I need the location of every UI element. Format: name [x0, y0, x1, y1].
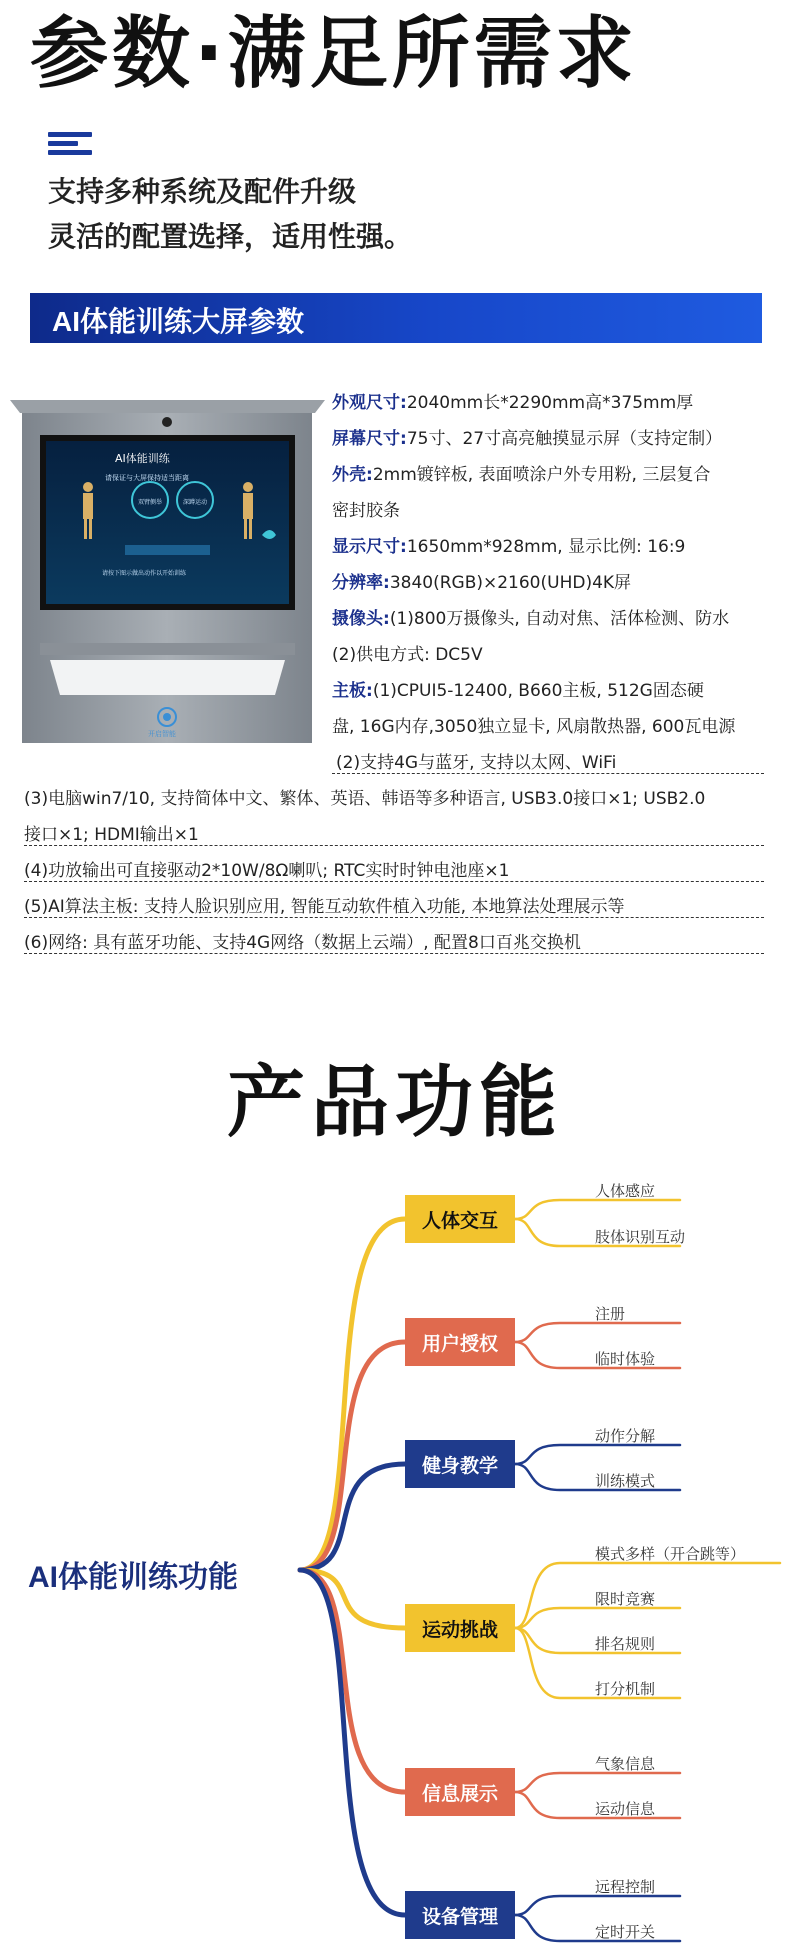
mind-map-category: 运动挑战: [405, 1604, 515, 1652]
features-title: 产品功能: [226, 1058, 563, 1148]
spec-size-label: 外观尺寸:: [332, 393, 407, 413]
mind-map-leaf: 远程控制: [595, 1878, 656, 1896]
mind-map-leaf: 动作分解: [595, 1427, 656, 1445]
screen-circle-label-2: 深蹲运动: [183, 499, 208, 506]
mind-map-category: 健身教学: [405, 1440, 515, 1488]
screen-circle-label-1: 双臂侧举: [138, 499, 163, 506]
spec-shell-cont: 密封胶条: [332, 501, 400, 521]
spec-shell-label: 外壳:: [332, 465, 373, 485]
hero-subtitle-line1: 支持多种系统及配件升级: [48, 175, 357, 208]
mind-map-leaf: 限时竞赛: [595, 1590, 656, 1608]
spec-screen-label: 屏幕尺寸:: [332, 429, 407, 449]
mind-map-leaf: 注册: [595, 1305, 626, 1323]
mind-map-category: 用户授权: [405, 1318, 515, 1366]
kiosk-logo-text: 开启智能: [148, 730, 176, 738]
mind-map-leaf: 定时开关: [595, 1923, 656, 1941]
spec-board-cont: 盘, 16G内存,3050独立显卡, 风扇散热器, 600瓦电源: [332, 717, 736, 737]
mind-map-leaf: 运动信息: [595, 1800, 656, 1818]
spec-display-value: 1650mm*928mm, 显示比例: 16:9: [406, 537, 686, 557]
spec-row-3b: 接口×1; HDMI输出×1: [24, 825, 764, 846]
spec-banner-title: AI体能训练大屏参数: [52, 306, 305, 337]
spec-row-5: (5)AI算法主板: 支持人脸识别应用, 智能互动软件植入功能, 本地算法处理展示等: [24, 897, 764, 918]
mind-map-leaf: 肢体识别互动: [595, 1228, 686, 1246]
screen-footer-text: 请按下图示做出动作以开始训练: [102, 570, 187, 577]
mind-map-center: AI体能训练功能: [28, 1561, 238, 1594]
mind-map-leaf: 排名规则: [595, 1635, 656, 1653]
mind-map-category: 信息展示: [405, 1768, 515, 1816]
mind-map-leaf: 气象信息: [595, 1755, 656, 1773]
hero-title: 参数·满足所需求: [30, 9, 638, 99]
spec-row-6: (6)网络: 具有蓝牙功能、支持4G网络（数据上云端）, 配置8口百兆交换机: [24, 933, 764, 954]
screen-body-text: 请保证与大屏保持适当距离: [105, 474, 189, 482]
mind-map-leaf: 模式多样（开合跳等）: [595, 1545, 746, 1563]
mind-map-leaf: 打分机制: [595, 1680, 656, 1698]
screen-title: AI体能训练: [115, 452, 170, 465]
spec-board-label: 主板:: [332, 681, 373, 701]
spec-row-3a: (3)电脑win7/10, 支持简体中文、繁体、英语、韩语等多种语言, USB3.0接口×1; USB2.0: [24, 789, 706, 809]
spec-shell-value: 2mm镀锌板, 表面喷涂户外专用粉, 三层复合: [372, 465, 711, 485]
spec-size-value: 2040mm长*2290mm高*375mm厚: [406, 393, 694, 413]
spec-res-value: 3840(RGB)×2160(UHD)4K屏: [389, 573, 632, 593]
spec-cam-label: 摄像头:: [332, 609, 390, 629]
spec-row-4: (4)功放输出可直接驱动2*10W/8Ω喇叭; RTC实时时钟电池座×1: [24, 861, 764, 882]
mind-map-leaf: 训练模式: [595, 1472, 656, 1490]
spec-res-label: 分辨率:: [332, 573, 390, 593]
mind-map-leaf: 临时体验: [595, 1350, 656, 1368]
mind-map-category: 设备管理: [405, 1891, 515, 1939]
spec-cam-value: (1)800万摄像头, 自动对焦、活体检测、防水: [389, 609, 730, 629]
spec-board-value: (1)CPUI5-12400, B660主板, 512G固态硬: [372, 681, 704, 701]
spec-display-label: 显示尺寸:: [332, 537, 407, 557]
spec-board-cont2: (2)支持4G与蓝牙, 支持以太网、WiFi: [332, 753, 764, 774]
spec-screen-value: 75寸、27寸高亮触摸显示屏（支持定制）: [406, 429, 723, 449]
mind-map-leaf: 人体感应: [595, 1182, 656, 1200]
hero-subtitle-line2: 灵活的配置选择，适用性强。: [48, 220, 413, 253]
mind-map-category: 人体交互: [405, 1195, 515, 1243]
spec-camera-cont: (2)供电方式: DC5V: [332, 645, 483, 665]
